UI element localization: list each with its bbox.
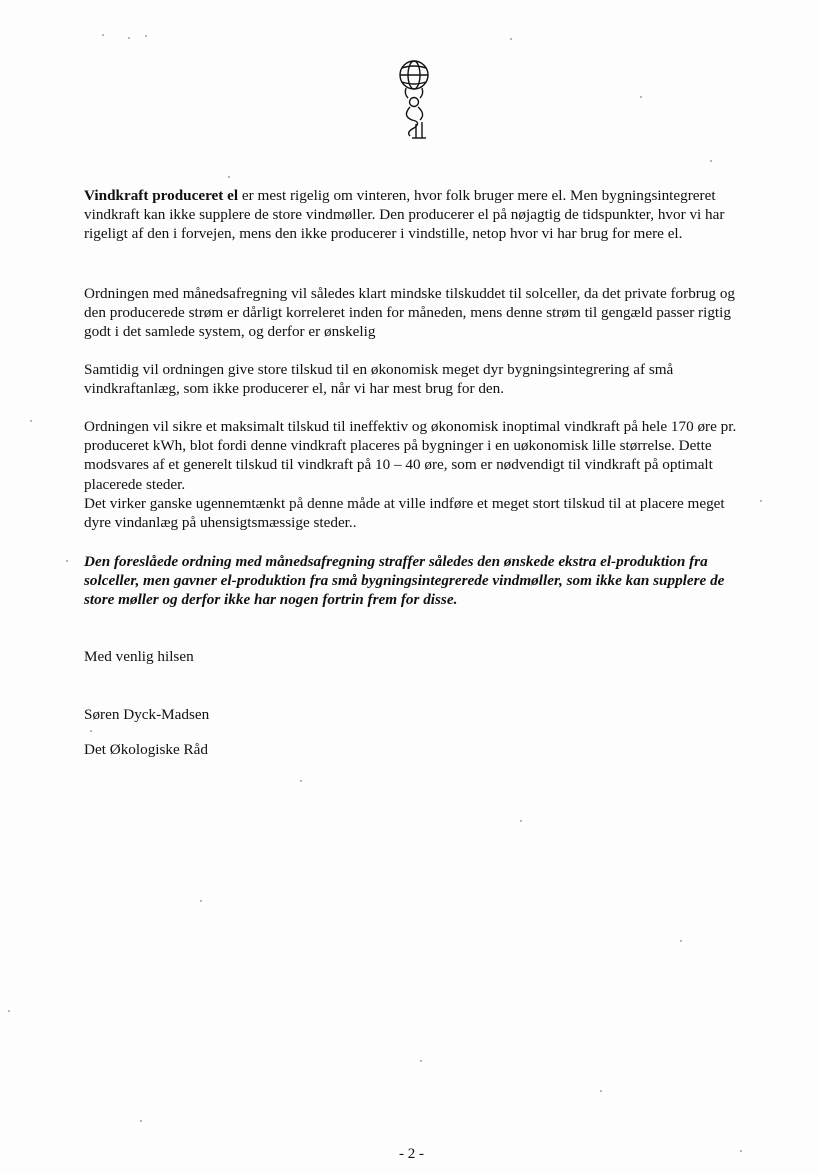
closing-greeting: Med venlig hilsen [84,648,194,665]
signature-name: Søren Dyck-Madsen [84,706,210,723]
paragraph-max-subsidy: Ordningen vil sikre et maksimalt tilskud til ineffektiv og økonomisk inoptimal vindkraft på hele 170 øre pr. produceret kWh, blot fordi denne vindkraft placeres på bygninger i en uøkonomisk lille størrelse. Dette modsvares af et generelt tilskud til vindkraft på 10 – 40 øre, som er nødvendigt til vindkraft på optimalt placerede steder. [84,418,737,493]
scan-speck [510,38,512,40]
scan-speck [30,420,32,422]
scan-speck [300,780,302,782]
scan-speck [760,500,762,502]
scan-speck [710,160,712,162]
globe-figure-icon [392,58,440,142]
paragraph-ill-considered: Det virker ganske ugennemtænkt på denne måde at ville indføre et meget stort tilskud til at placere meget dyre vindanlæg på uhensigtsmæssige steder.. [84,495,725,532]
scan-speck [640,96,642,98]
paragraph-subsidy: Samtidig vil ordningen give store tilskud til en økonomisk meget dyr bygningsintegrering af små vindkraftanlæg, som ikke producerer el, når vi har mest brug for den. [84,361,674,398]
paragraph-body: er mest rigelig om vinteren, hvor folk bruger mere el. Men bygningsintegreret vindkraft kan ikke supplere de store vindmøller. Den producerer el på nøjagtig de tidspunkter, hvor vi har rigeligt af den i forvejen, mens den ikke producerer i vindstille, netop hvor vi har brug for mere el. [84,187,725,243]
page-number: - 2 - [399,1146,424,1162]
scan-speck [420,1060,422,1062]
paragraph-wind-power [84,186,744,244]
scan-speck [128,37,130,39]
scan-speck [680,940,682,942]
paragraph-conclusion: Den foreslåede ordning med månedsafregning straffer således den ønskede ekstra el-produktion fra solceller, men gavner el-produktion fra små bygningsintegrerede vindmøller, som ikke kan supplere de store møller og derfor ikke har nogen fortrin frem for disse. [84,553,725,609]
scan-speck [102,34,104,36]
scan-speck [8,1010,10,1012]
scan-speck [140,1120,142,1122]
signature-organization: Det Økologiske Råd [84,741,209,758]
scan-speck [200,900,202,902]
scan-speck [145,35,147,37]
scan-speck [228,176,230,178]
paragraph-lead: Vindkraft produceret el [84,187,239,204]
scan-speck [520,820,522,822]
scan-speck [90,730,92,732]
paragraph-monthly-settlement: Ordningen med månedsafregning vil således klart mindske tilskuddet til solceller, da det private forbrug og den producerede strøm er dårligt korreleret inden for måneden, mens denne strøm til gengæld passer rigtig godt i det samlede system, og derfor er ønskelig [84,285,736,341]
scan-speck [600,1090,602,1092]
scan-speck [740,1150,742,1152]
scan-speck [66,560,68,562]
